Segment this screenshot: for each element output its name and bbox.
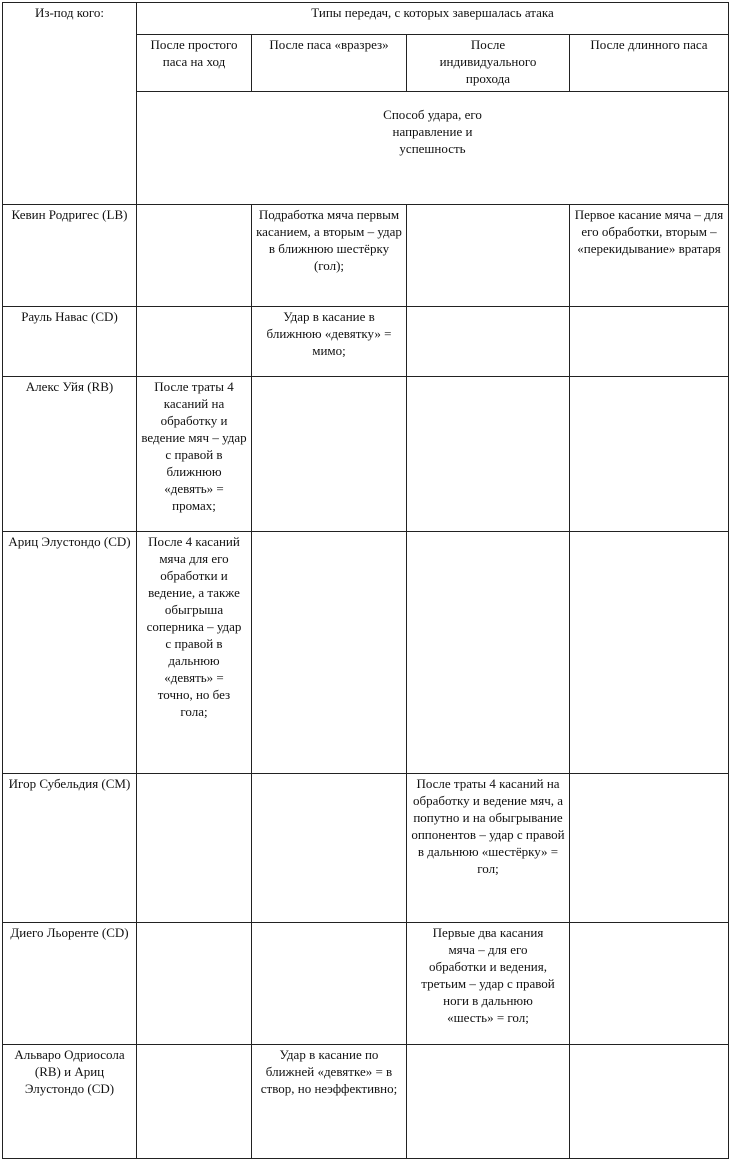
data-cell — [570, 532, 729, 774]
player-name: Алекс Уйя (RB) — [25, 379, 114, 394]
data-cell — [570, 307, 729, 377]
data-cell — [570, 1045, 729, 1159]
header-row-1 — [3, 3, 729, 35]
table-row — [3, 205, 729, 307]
method-label: Способ удара, его направление и успешность — [383, 107, 482, 156]
player-name: Альваро Одриосола (RB) и Ариц Элустондо (CD) — [14, 1047, 125, 1096]
pass-types-title-cell — [137, 3, 729, 35]
player-cell — [3, 377, 137, 532]
player-name: Ариц Элустондо (CD) — [8, 534, 131, 549]
column-header — [137, 35, 252, 92]
shots-analysis-table — [2, 2, 729, 1159]
column-header-simple-pass: После простого паса на ход — [150, 37, 238, 69]
player-name: Игор Субельдия (CM) — [8, 776, 131, 791]
data-cell — [137, 205, 252, 307]
cell-text: Первые два касания мяча – для его обработки и ведения, третьим – удар с правой ноги в дальнюю «шесть» = гол; — [421, 925, 555, 1025]
column-header — [252, 35, 407, 92]
table-row — [3, 377, 729, 532]
cell-text: Удар в касание в ближнюю «девятку» = мимо; — [266, 309, 392, 358]
data-cell — [407, 923, 570, 1045]
data-cell — [252, 532, 407, 774]
column-header — [407, 35, 570, 92]
cell-text: После 4 касаний мяча для его обработки и ведение, а также обыгрыша соперника – удар с правой в дальнюю «девять» = точно, но без гола; — [146, 534, 242, 719]
data-cell — [137, 377, 252, 532]
data-cell — [137, 923, 252, 1045]
player-name: Рауль Навас (CD) — [21, 309, 118, 324]
data-cell — [407, 774, 570, 923]
player-cell — [3, 307, 137, 377]
data-cell — [407, 532, 570, 774]
table-row — [3, 307, 729, 377]
method-label-cell — [137, 92, 729, 205]
column-header — [570, 35, 729, 92]
data-cell — [252, 1045, 407, 1159]
data-cell — [570, 205, 729, 307]
column-header-long-pass: После длинного паса — [590, 37, 708, 52]
pass-types-title: Типы передач, с которых завершалась атака — [311, 5, 554, 20]
player-cell — [3, 923, 137, 1045]
data-cell — [137, 774, 252, 923]
cell-text: Удар в касание по ближней «девятке» = в створ, но неэффективно; — [260, 1047, 398, 1096]
column-header-individual-run: После индивидуального прохода — [439, 37, 537, 86]
column-header-through-pass: После паса «вразрез» — [269, 37, 389, 52]
data-cell — [570, 923, 729, 1045]
data-cell — [252, 923, 407, 1045]
data-cell — [407, 205, 570, 307]
from-label: Из-под кого: — [34, 5, 105, 20]
table-row — [3, 774, 729, 923]
player-name: Кевин Родригес (LB) — [11, 207, 128, 222]
player-cell — [3, 774, 137, 923]
table-row — [3, 923, 729, 1045]
data-cell — [137, 307, 252, 377]
data-cell — [137, 532, 252, 774]
player-name: Диего Льоренте (CD) — [10, 925, 129, 940]
table-row — [3, 1045, 729, 1159]
cell-text: Подработка мяча первым касанием, а вторым – удар в ближнюю шестёрку (гол); — [256, 207, 402, 273]
data-cell — [252, 377, 407, 532]
from-label-cell — [3, 3, 137, 205]
player-cell — [3, 1045, 137, 1159]
data-cell — [252, 774, 407, 923]
data-cell — [570, 774, 729, 923]
cell-text: После траты 4 касаний на обработку и ведение мяч, а попутно и на обыгрывание оппонентов – удар с правой в дальнюю «шестёрку» = гол; — [411, 776, 565, 876]
cell-text: После траты 4 касаний на обработку и ведение мяч – удар с правой в ближнюю «девять» = промах; — [141, 379, 247, 513]
data-cell — [570, 377, 729, 532]
data-cell — [252, 307, 407, 377]
table-row — [3, 532, 729, 774]
data-cell — [252, 205, 407, 307]
data-cell — [137, 1045, 252, 1159]
data-cell — [407, 307, 570, 377]
data-cell — [407, 1045, 570, 1159]
cell-text: Первое касание мяча – для его обработки, вторым – «перекидывание» вратаря — [574, 207, 724, 256]
player-cell — [3, 205, 137, 307]
player-cell — [3, 532, 137, 774]
data-cell — [407, 377, 570, 532]
